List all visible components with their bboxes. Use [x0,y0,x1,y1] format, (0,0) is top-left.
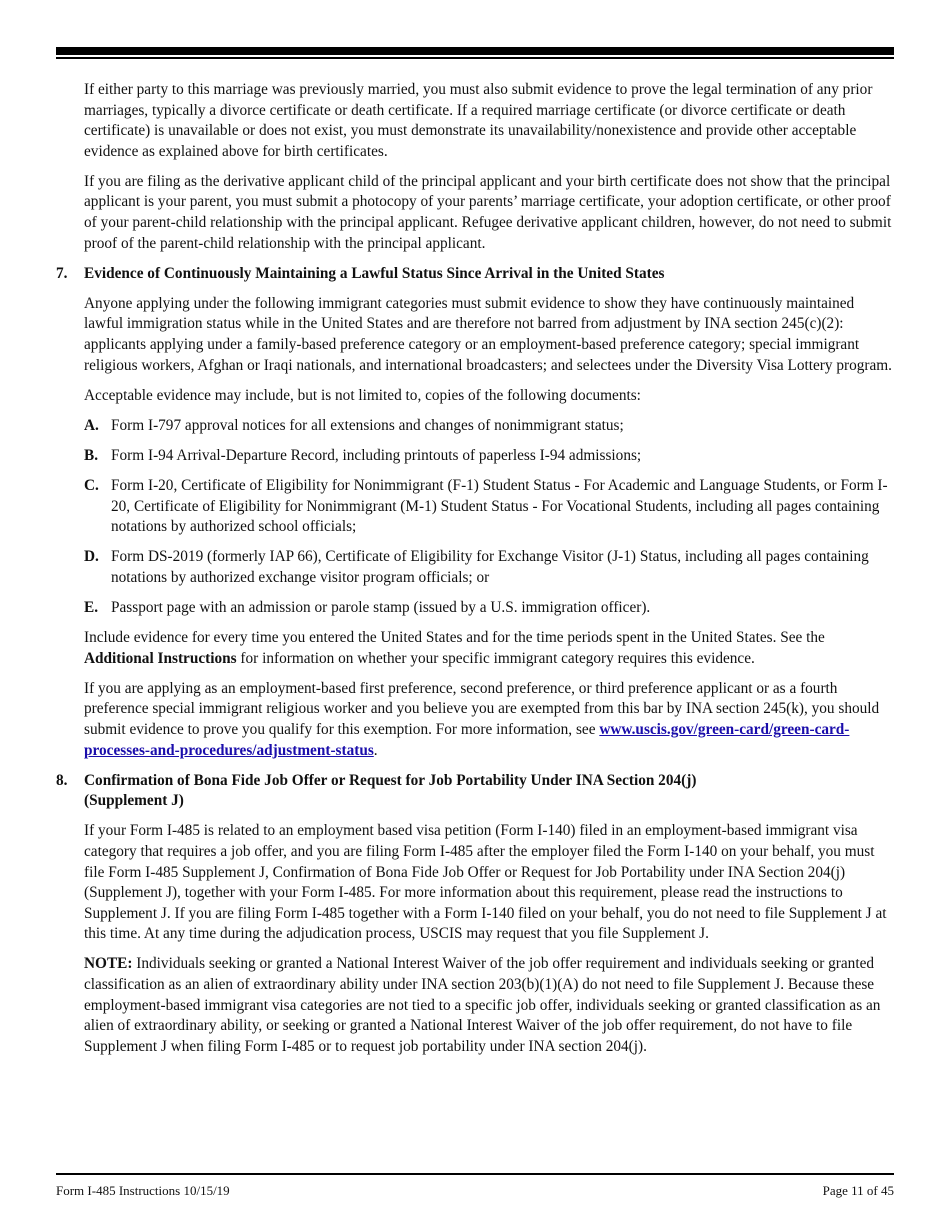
list-item-a [84,416,894,437]
list-item-e [84,598,894,619]
list-item-letter: C. [84,477,99,494]
page-body [56,80,894,1067]
list-item-c [84,476,894,538]
list-item-text: Form I-20, Certificate of Eligibility for Nonimmigrant (F-1) Student Status - For Academic and Language Students, or Form I-20, Certificate of Eligibility for Nonimmigrant (M-1) Student Status - For Vocational Students, including all pages containing notations by authorized school officials; [111,477,888,536]
list-item-text: Form DS-2019 (formerly IAP 66), Certificate of Eligibility for Exchange Visitor (J-1) Status, including all pages containing notations by authorized exchange visitor program officials; or [111,548,869,586]
section-7-heading [56,264,894,285]
header-thick-rule [56,47,894,55]
list-item-text: Passport page with an admission or parole stamp (issued by a U.S. immigration officer). [111,598,651,616]
list-item-letter: A. [84,416,99,434]
section-8-note [84,954,894,1057]
list-item-letter: E. [84,598,99,616]
list-item-b [84,446,894,467]
section-8-number: 8. [56,771,68,789]
section-8-paragraph-1: If your Form I-485 is related to an employment based visa petition (Form I-140) filed in an employment-based immigrant visa category that requires a job offer, and you are filing Form I-485 after the employer filed the Form I-140 on your behalf, you must file Form I-485 Supplement J, Confirmation of Bona Fide Job Offer or Request for Job Portability under INA Section 204(j) (Supplement J), together with your Form I-485. For more information about this requirement, please read the instructions to Supplement J. If you are filing Form I-485 together with a Form I-140 filed on your behalf, you do not need to file Supplement J at this time. At any time during the adjudication process, USCIS may request that you file Supplement J. [84,822,887,943]
note-text: Individuals seeking or granted a National Interest Waiver of the job offer requirement and individuals seeking or granted classification as an alien of extraordinary ability under INA section 203(b)(1)(A) do not need to file Supplement J. Because these employment-based immigrant visa categories are not tied to a specific job offer, individuals seeking or granted classification as an alien of extraordinary ability, or seeking or granted a National Interest Waiver of the job offer requirement, do not have to file Supplement J when filing Form I-485 or to request job portability under INA section 204(j). [84,955,881,1055]
list-item-letter: D. [84,548,99,566]
section-8-title-line-1: Confirmation of Bona Fide Job Offer or Request for Job Portability Under INA Section 204(j) [84,771,697,789]
section-7-title: Evidence of Continuously Maintaining a Lawful Status Since Arrival in the United States [84,264,665,282]
header-thin-rule [56,57,894,59]
footer-page-number: Page 11 of 45 [822,1183,894,1198]
section-7-number: 7. [56,264,68,282]
list-item-d [84,547,894,588]
paragraph-text: Include evidence for every time you entered the United States and for the time periods spent in the United States. See the [84,629,825,647]
intro-paragraph-1: If either party to this marriage was previously married, you must also submit evidence to prove the legal termination of any prior marriages, typically a divorce certificate or death certificate. If a required marriage certificate (or divorce certificate or death certificate) is unavailable or does not exist, you must demonstrate its unavailability/nonexistence and provide other acceptable evidence as explained above for birth certificates. [84,81,873,160]
intro-paragraph-2: If you are filing as the derivative applicant child of the principal applicant and your birth certificate does not show that the principal applicant is your parent, you must submit a photocopy of your parents’ marriage certificate, your adoption certificate, or other proof of your parent-child relationship with the principal applicant. Refugee derivative applicant children, however, do not need to submit proof of the parent-child relationship with the principal applicant. [84,172,892,252]
section-7-paragraph-2: Acceptable evidence may include, but is not limited to, copies of the following documents: [84,386,641,404]
footer-form-id: Form I-485 Instructions 10/15/19 [56,1183,230,1198]
section-7-paragraph-4 [84,679,894,761]
section-7-paragraph-3 [84,628,894,669]
section-7-paragraph-1: Anyone applying under the following immigrant categories must submit evidence to show they have continuously maintained lawful immigration status while in the United States and are therefore not barred from adjustment by INA section 245(c)(2): applicants applying under a family-based preference category or an employment-based preference category; special immigrant religious workers, Afghan or Iraqi nationals, and international broadcasters; and selectees under the Diversity Visa Lottery program. [84,294,893,374]
footer-rule [56,1173,894,1175]
adjustment-status-link[interactable]: www.uscis.gov/green-card/green-card-processes-and-procedures/adjustment-status [84,720,850,759]
list-item-text: Form I-797 approval notices for all extensions and changes of nonimmigrant status; [111,416,624,434]
section-8-title-line-2: (Supplement J) [84,792,184,810]
list-item-letter: B. [84,446,99,464]
list-item-text: Form I-94 Arrival-Departure Record, including printouts of paperless I-94 admissions; [111,446,642,464]
additional-instructions-bold: Additional Instructions [84,649,237,667]
note-label: NOTE: [84,955,133,973]
paragraph-text: If you are applying as an employment-based first preference, second preference, or third preference applicant or as a fourth preference special immigrant religious worker and you believe you are exempted from this bar by INA section 245(k), you should submit evidence to prove you qualify for this exemption. For more information, see [84,679,880,738]
paragraph-text: for information on whether your specific immigrant category requires this evidence. [236,649,755,667]
paragraph-end: . [373,741,378,759]
section-8-heading [56,771,894,812]
